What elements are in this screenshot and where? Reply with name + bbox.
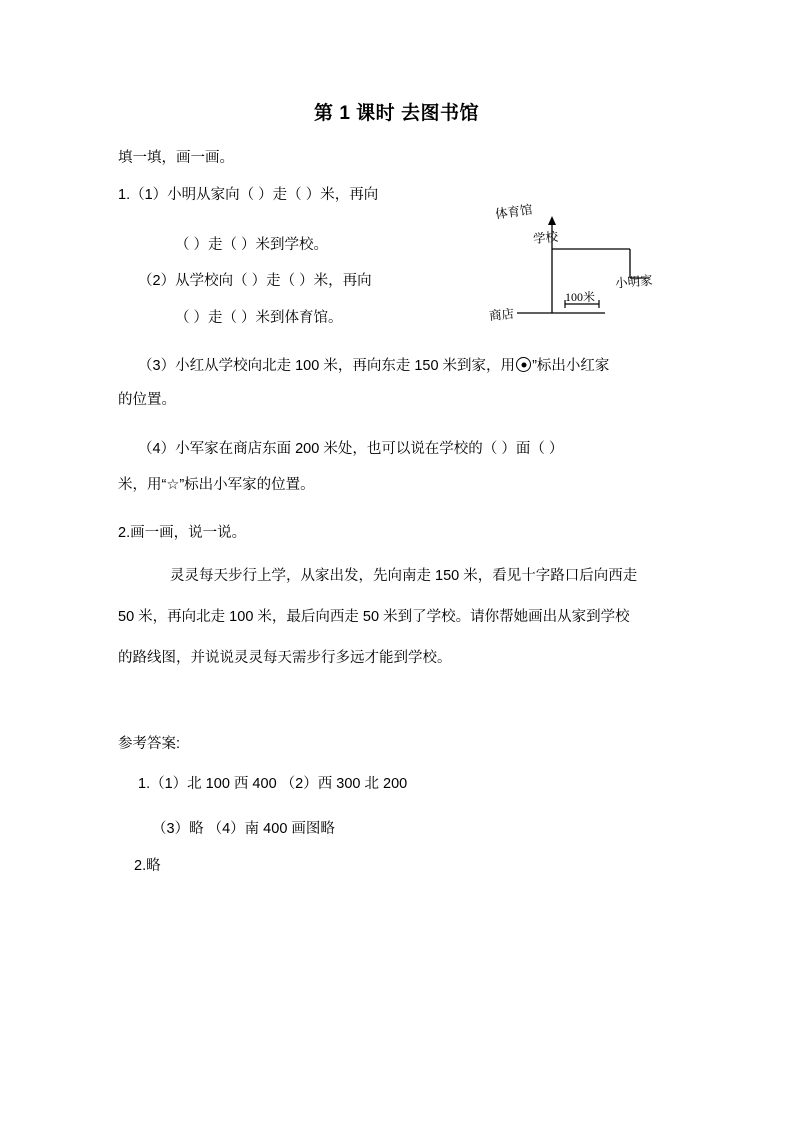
question-5-line-2: 50 米，再向北走 100 米，最后向西走 50 米到了学校。请你帮她画出从家到学校	[118, 609, 630, 625]
question-1-line-1: 1.（1）小明从家向（ ）走（ ）米，再向	[118, 187, 379, 203]
question-1-line-2: （ ）走（ ）米到学校。	[175, 237, 329, 253]
diagram-label-home: 小明家	[614, 273, 654, 291]
diagram-label-shop: 商店	[488, 306, 515, 324]
question-5-title: 2.画一画，说一说。	[118, 525, 247, 541]
question-5-line-1: 灵灵每天步行上学，从家出发，先向南走 150 米，看见十字路口后向西走	[170, 568, 638, 584]
diagram-label-school: 学校	[532, 229, 559, 247]
target-circle-icon	[516, 357, 531, 372]
diagram-label-scale: 100米	[565, 290, 596, 304]
question-4-line-1: （4）小军家在商店东面 200 米处，也可以说在学校的（ ）面（ ）	[138, 441, 564, 457]
answers-heading: 参考答案:	[118, 736, 181, 752]
answers-line-3: 2.略	[134, 858, 161, 874]
question-3-line-1	[138, 357, 609, 375]
question-2-line-2: （ ）走（ ）米到体育馆。	[175, 310, 343, 326]
question-4-line-2: 米，用“☆”标出小军家的位置。	[118, 477, 315, 493]
question-2-line-1: （2）从学校向（ ）走（ ）米，再向	[138, 273, 372, 289]
diagram-label-gym: 体育馆	[494, 202, 534, 222]
answers-line-2: （3）略 （4）南 400 画图略	[152, 821, 335, 837]
answers-line-1: 1.（1）北 100 西 400 （2）西 300 北 200	[138, 776, 408, 792]
page-title: 第 1 课时 去图书馆	[314, 103, 479, 124]
question-3-text-after: ”标出小红家	[532, 358, 610, 374]
map-diagram	[487, 200, 702, 330]
question-3-text-before: （3）小红从学校向北走 100 米，再向东走 150 米到家，用	[138, 358, 516, 374]
instruction-line: 填一填，画一画。	[118, 150, 234, 166]
question-3-line-2: 的位置。	[118, 392, 176, 408]
map-diagram-svg	[487, 200, 702, 330]
question-5-line-3: 的路线图，并说说灵灵每天需步行多远才能到学校。	[118, 650, 452, 666]
